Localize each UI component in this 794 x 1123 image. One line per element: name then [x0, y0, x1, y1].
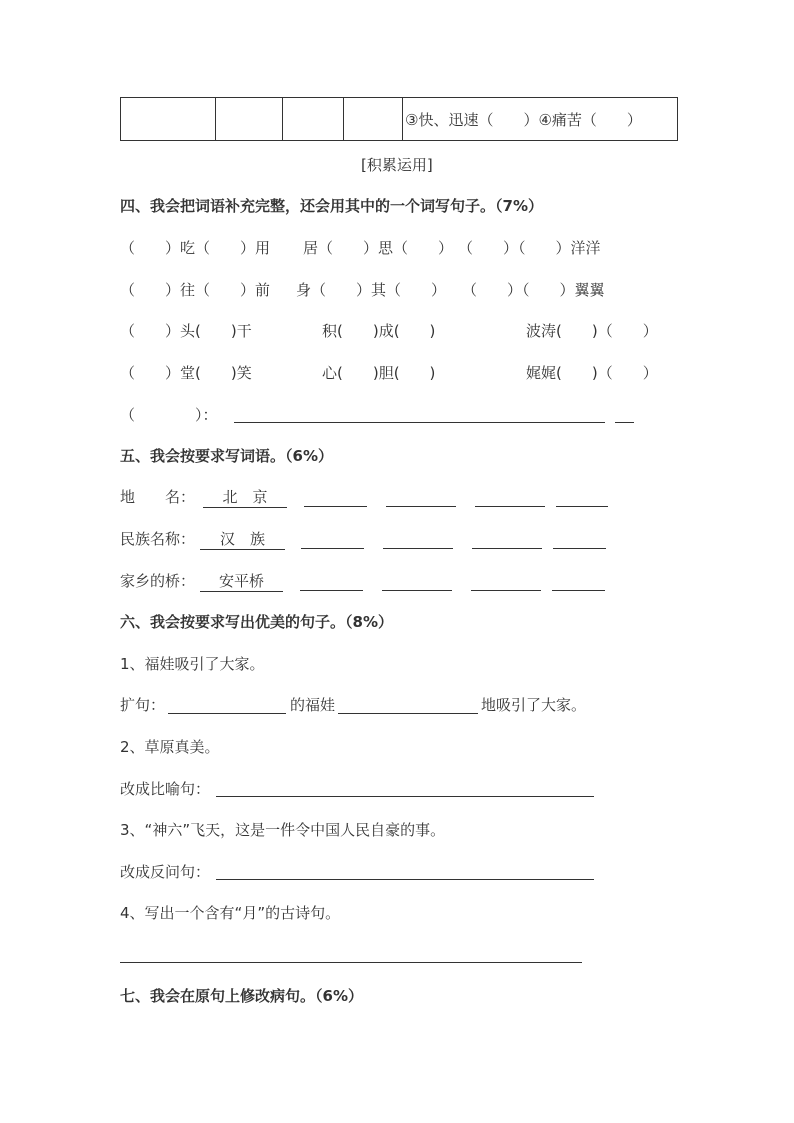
answer-line[interactable] — [216, 796, 594, 797]
s6-q3: 3、“神六”飞天，这是一件令中国人民自豪的事。 — [120, 821, 446, 839]
s4-r3-c3: 波涛( )（ ） — [526, 322, 658, 340]
s4-r4-c2: 心( )胆( ) — [322, 364, 436, 382]
answer-line[interactable] — [304, 506, 367, 507]
answer-line[interactable] — [300, 590, 363, 591]
answer-line[interactable] — [615, 422, 634, 423]
answer-line[interactable] — [168, 713, 286, 714]
s6-q1-end: 地吸引了大家。 — [481, 696, 587, 714]
s5-row-label: 地 名： — [120, 488, 196, 506]
answer-line[interactable] — [382, 590, 452, 591]
s4-r4-c3: 娓娓( )（ ） — [526, 364, 658, 382]
answer-line[interactable] — [386, 506, 456, 507]
table-cell — [121, 98, 216, 141]
answer-line[interactable] — [120, 962, 582, 963]
s6-q2-label: 改成比喻句： — [120, 780, 211, 798]
s5-row-label: 民族名称： — [120, 530, 196, 548]
s4-r1-c2: 居（ ）思（ ） — [303, 239, 454, 257]
s6-q1: 1、福娃吸引了大家。 — [120, 655, 265, 673]
s5-example: 北 京 — [203, 487, 287, 508]
s5-example: 安平桥 — [200, 571, 283, 592]
table-cell — [216, 98, 283, 141]
s6-q4: 4、写出一个含有“月”的古诗句。 — [120, 904, 341, 922]
answer-table — [120, 97, 678, 141]
section-label: [积累运用] — [361, 156, 433, 174]
s4-r1-c1: （ ）吃（ ）用 — [120, 239, 271, 257]
s4-r2-c3: （ ）（ ）翼翼 — [462, 281, 605, 299]
answer-line[interactable] — [338, 713, 478, 714]
answer-line[interactable] — [471, 590, 541, 591]
s5-row-label: 家乡的桥： — [120, 572, 196, 590]
answer-line[interactable] — [383, 548, 453, 549]
answer-line[interactable] — [234, 422, 605, 423]
table-cell — [344, 98, 403, 141]
s4-heading: 四、我会把词语补充完整，还会用其中的一个词写句子。（7%） — [120, 197, 543, 215]
answer-line[interactable] — [475, 506, 545, 507]
s5-example: 汉 族 — [200, 529, 285, 550]
s4-r3-c2: 积( )成( ) — [322, 322, 436, 340]
s5-heading: 五、我会按要求写词语。（6%） — [120, 447, 333, 465]
s6-q1-label: 扩句： — [120, 696, 166, 714]
s6-q3-label: 改成反问句： — [120, 863, 211, 881]
table-cell — [283, 98, 344, 141]
s4-r2-c2: 身（ ）其（ ） — [296, 281, 447, 299]
answer-line[interactable] — [301, 548, 364, 549]
s4-sentence-prompt: （ ）： — [120, 406, 218, 424]
answer-line[interactable] — [472, 548, 542, 549]
answer-line[interactable] — [556, 506, 608, 507]
answer-line[interactable] — [552, 590, 605, 591]
s4-r3-c1: （ ）头( )干 — [120, 322, 252, 340]
answer-line[interactable] — [216, 879, 594, 880]
s6-q1-mid: 的福娃 — [290, 696, 336, 714]
s7-heading: 七、我会在原句上修改病句。（6%） — [120, 987, 363, 1005]
s4-r2-c1: （ ）往（ ）前 — [120, 281, 271, 299]
s4-r1-c3: （ ）（ ）洋洋 — [458, 239, 601, 257]
s6-heading: 六、我会按要求写出优美的句子。（8%） — [120, 613, 393, 631]
s4-r4-c1: （ ）堂( )笑 — [120, 364, 252, 382]
s6-q2: 2、草原真美。 — [120, 738, 220, 756]
table-cell-text: ③快、迅速（ ）④痛苦（ ） — [405, 110, 642, 129]
answer-line[interactable] — [553, 548, 606, 549]
table-cell — [403, 98, 678, 141]
